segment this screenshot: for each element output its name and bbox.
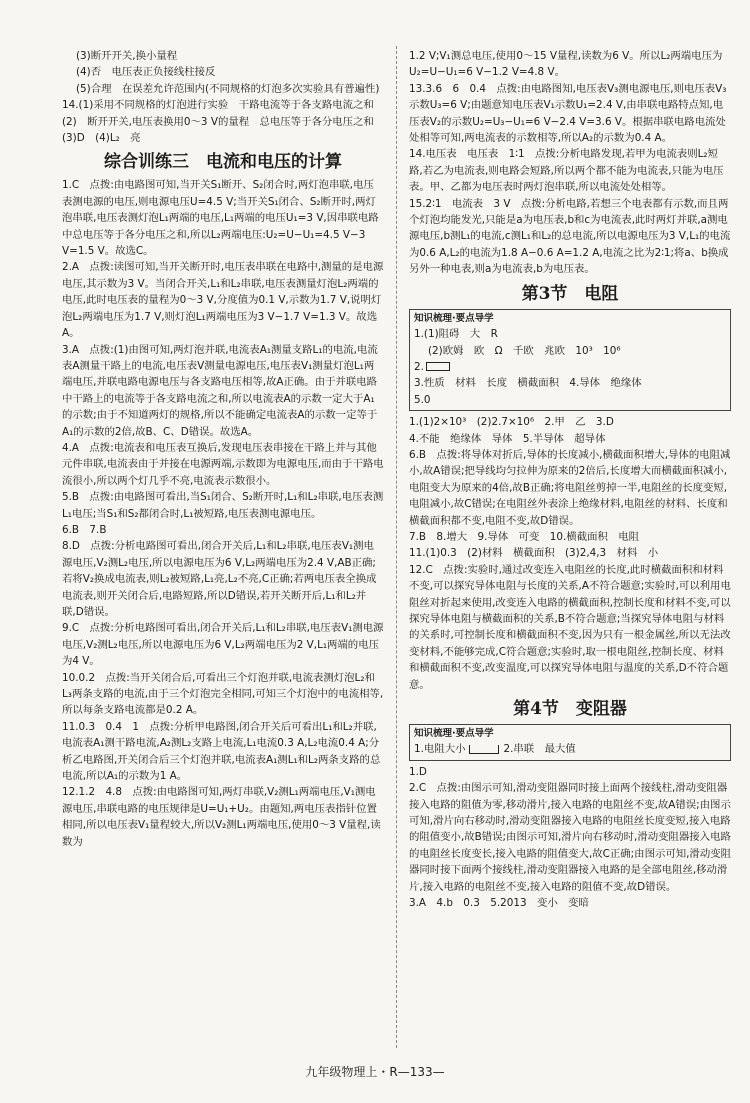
- answer-line: 13.3.6 6 0.4 点拨:由电路图知,电压表V₃测电源电压,则电压表V₃示数U₃=6 V;由题意知电压表V₁示数U₁=2.4 V,由串联电路特点知,电压表V₂的示数U₂=U₃−U₁=6 V−2.4 V=3.6 V。根据串联电路电流处处相等可知,两电流表的示数相等,所以A₂的示数为0.4 A。: [409, 82, 727, 145]
- right-column: [409, 48, 731, 912]
- answer-line: 14.(1)采用不同规格的灯泡进行实验 干路电流等于各支路电流之和: [62, 99, 374, 112]
- answer-line: 2.A 点拨:读图可知,当开关断开时,电压表串联在电路中,测量的是电源电压,其示数为3 V。当闭合开关,L₁和L₂串联,电压表测量灯泡L₂两端的电压,此时电压表的量程为0～3 V,分度值为0.1 V,示数为1.7 V,说明灯泡L₂两端电压为1.7 V,则灯泡L₁两端电压为3 V−1.7 V=1.3 V。故选A。: [62, 261, 384, 340]
- answer-line: (3)断开开关,换小量程: [76, 50, 178, 62]
- box-line: 1.(1)阻碍 大 R: [414, 328, 498, 341]
- answer-line: 11.(1)0.3 (2)材料 横截面积 (3)2,4,3 材料 小: [409, 547, 659, 560]
- knowledge-box-title: 知识梳理·要点导学: [414, 728, 494, 740]
- knowledge-box-rheostat: [409, 724, 731, 761]
- box-line: (2)欧姆 欧 Ω 千欧 兆欧 10³ 10⁶: [428, 344, 621, 357]
- answer-line: 1.2 V;V₁测总电压,使用0～15 V量程,读数为6 V。所以L₂两端电压为U₂=U−U₁=6 V−1.2 V=4.8 V。: [409, 50, 723, 79]
- box-line: 3.性质 材料 长度 横截面积 4.导体 绝缘体: [414, 377, 642, 390]
- answer-line: (2) 断开开关,电压表换用0～3 V的量程 总电压等于各分电压之和: [62, 115, 374, 128]
- answer-line: 7.B 8.增大 9.导体 可变 10.横截面积 电阻: [409, 530, 640, 543]
- box-line: 5.0: [414, 393, 431, 406]
- answer-line: 3.A 点拨:(1)由图可知,两灯泡并联,电流表A₁测量支路L₁的电流,电流表A测量干路上的电流,电压表V测量电源电压,电压表V₁测量灯泡L₁两端电压,并联电路电源电压与各支路电压相等,故A正确。由于并联电路中干路上的电流等于各支路电流之和,所以电流表A的示数一定大于A₁的示数;由于不知道两灯的规格,所以不能确定电流表A的示数一定等于A₁的示数的2倍,故B、C、D错误。故选A。: [62, 343, 378, 438]
- answer-line: 6.B 点拨:将导体对折后,导体的长度减小,横截面积增大,导体的电阻减小,故A错误;把导线均匀拉伸为原来的2倍后,长度增大而横截面积减小,电阻变大为原来的4倍,故B正确;将电阻丝剪掉一半,电阻丝的长度变短,电阻减小,故C错误;在电阻丝外表涂上绝缘材料,电阻丝的材料、长度和横截面积都不变,电阻不变,故D错误。: [409, 448, 731, 527]
- watermark-logo: [600, 1048, 740, 1100]
- answer-line: 6.B 7.B: [62, 523, 107, 536]
- rheostat-answers: [409, 764, 731, 912]
- section-title-training-3: 综合训练三 电流和电压的计算: [104, 152, 342, 173]
- answer-line: 9.C 点拨:分析电路图可看出,闭合开关后,L₁和L₂串联,电压表V₁测电源电压,V₂测L₂电压,所以电源电压为6 V,L₂两端电压为2 V,L₁两端的电压为4 V。: [62, 622, 384, 668]
- answer-line: (5)合理 在误差允许范围内(不同规格的灯泡多次实验具有普遍性): [76, 82, 380, 95]
- answer-line: 1.(1)2×10³ (2)2.7×10⁶ 2.甲 乙 3.D: [409, 416, 614, 429]
- answer-line: (4)否 电压表正负接线柱接反: [76, 66, 216, 79]
- answer-line: 1.D: [409, 765, 427, 778]
- resistance-answers: [409, 414, 731, 693]
- answer-line: 4.A 点拨:电流表和电压表互换后,发现电压表串接在干路上并与其他元件串联,电流表由于并接在电源两端,示数即为电源电压,而由于干路电流很小,所以两个灯几乎不亮,电流表示数很小。: [62, 441, 384, 487]
- answer-line: 8.D 点拨:分析电路图可看出,闭合开关后,L₁和L₂串联,电压表V₁测电源电压,V₂测L₂电压,所以电源电压为6 V,L₂两端电压为2.4 V,AB正确;若将V₂换成电流表,则L₂被短路,L₁亮,L₂不亮,C正确;若两电压表全换成电流表,则开关闭合后,电路短路,所以D错误,若开关断开后,L₁和L₂并联,D错误。: [62, 540, 377, 618]
- answer-line: (3)D (4)L₂ 亮: [62, 132, 141, 145]
- left-top-lines: [62, 48, 384, 146]
- column-divider: [396, 46, 397, 1048]
- answer-line: 1.C 点拨:由电路图可知,当开关S₁断开、S₂闭合时,两灯泡串联,电压表测电源的电压,则电源电压U=4.5 V;当开关S₁闭合、S₂断开时,两灯泡串联,电压表测灯泡L₁两端的电压,L₁两端的电压U₁=3 V,因串联电路中总电压等于各分电压之和,所以L₂两端电压:U₂=U−U₁=4.5 V−3 V=1.5 V。故选C。: [62, 179, 379, 258]
- resistor-symbol-icon: [426, 362, 450, 371]
- box-line: 2.: [414, 359, 726, 375]
- right-top-lines: [409, 48, 731, 278]
- answer-line: 3.A 4.b 0.3 5.2013 变小 变暗: [409, 897, 589, 910]
- answer-line: 2.C 点拨:由图示可知,滑动变阻器同时接上面两个接线柱,滑动变阻器接入电路的阻值为零,移动滑片,接入电路的电阻丝不变,故A错误;由图示可知,滑片向右移动时,滑动变阻器接入电路的电阻丝长度变短,接入电路的阻值变小,故B错误;由图示可知,滑片向右移动时,滑动变阻器接入电路的电阻丝长度变长,接入电路的阻值变大,故C正确;由图示可知,滑动变阻器同时接下面两个接线柱,滑动变阻器接入电路的是全部电阻丝,移动滑片,接入电路的电阻丝不变,接入电路的阻值不变,故D错误。: [409, 782, 731, 893]
- answer-line: 5.B 点拨:由电路图可看出,当S₁闭合、S₂断开时,L₁和L₂串联,电压表测L₁电压;当S₁和S₂都闭合时,L₁被短路,电压表测电源电压。: [62, 491, 384, 520]
- box-line: 1.电阻大小 2.串联 最大值: [414, 743, 576, 756]
- knowledge-box-resistance: [409, 309, 731, 411]
- answer-line: 11.0.3 0.4 1 点拨:分析甲电路图,闭合开关后可看出L₁和L₂并联,电流表A₁测干路电流,A₂测L₂支路上电流,L₁电流0.3 A,L₂电流0.4 A;分析乙电路图,开关闭合后三个灯泡并联,电流表A₁测L₁和L₂两条支路的总电流,所以A₁的示数为1 A。: [62, 720, 381, 783]
- answer-line: 4.不能 绝缘体 导体 5.半导体 超导体: [409, 432, 606, 445]
- answer-line: 10.0.2 点拨:当开关闭合后,可看出三个灯泡并联,电流表测灯泡L₂和L₃两条支路的电流,由于三个灯泡完全相同,可知三个灯泡中的电流相等,所以每条支路电流都是0.2 A。: [62, 671, 384, 717]
- answer-line: 14.电压表 电压表 1∶1 点拨:分析电路发现,若甲为电流表则L₂短路,若乙为电流表,则电路会短路,所以两个都不能为电流表,只能为电压表。甲、乙都为电压表时两灯泡串联,所以电流处处相等。: [409, 148, 724, 194]
- section-title-resistance: 第3节 电阻: [521, 283, 619, 304]
- answer-line: 12.C 点拨:实验时,通过改变连入电阻丝的长度,此时横截面积和材料不变,可以探究导体电阻与长度的关系,A不符合题意;实验时,可以利用电阻丝对折起来使用,改变连入电路的横截面积,控制长度和材料不变,可以探究导体电阻与横截面积的关系,B不符合题意;当探究导体电阻与材料的关系时,可控制长度和横截面积不变,因为只有一根金属丝,所以无法改变材料,不能够完成,C符合题意;实验时,取一根电阻丝,控制长度、材料和横截面积不变,改变温度,可以探究导体电阻与温度的关系,D不符合题意。: [409, 563, 731, 691]
- left-column: [62, 48, 384, 850]
- answer-line: 15.2∶1 电流表 3 V 点拨:分析电路,若想三个电表都有示数,而且两个灯泡均能发光,只能是a为电压表,b和c为电流表,此时两灯并联,a测电源电压,b测L₁的电流,c测L₁和L₂的总电流,所以电源电压为3 V,L₁的电流为0.6 A,L₂的电流为1.8 A−0.6 A=1.2 A,电流之比为2∶1;将a、b换成另外一种电表,则a为电流表,b为电压表。: [409, 197, 731, 276]
- rheostat-symbol-icon: [469, 745, 499, 754]
- knowledge-box-title: 知识梳理·要点导学: [414, 312, 494, 324]
- answer-line: 12.1.2 4.8 点拨:由电路图可知,两灯串联,V₂测L₁两端电压,V₁测电源电压,串联电路的电压规律是U=U₁+U₂。由题知,两电压表指针位置相同,所以电压表V₁量程较大,所以V₂测L₁两端电压,使用0～3 V量程,读数为: [62, 786, 381, 848]
- page-footer: 九年级物理上・R—133—: [305, 1065, 445, 1079]
- left-answers: [62, 177, 384, 850]
- section-title-rheostat: 第4节 变阻器: [513, 699, 627, 720]
